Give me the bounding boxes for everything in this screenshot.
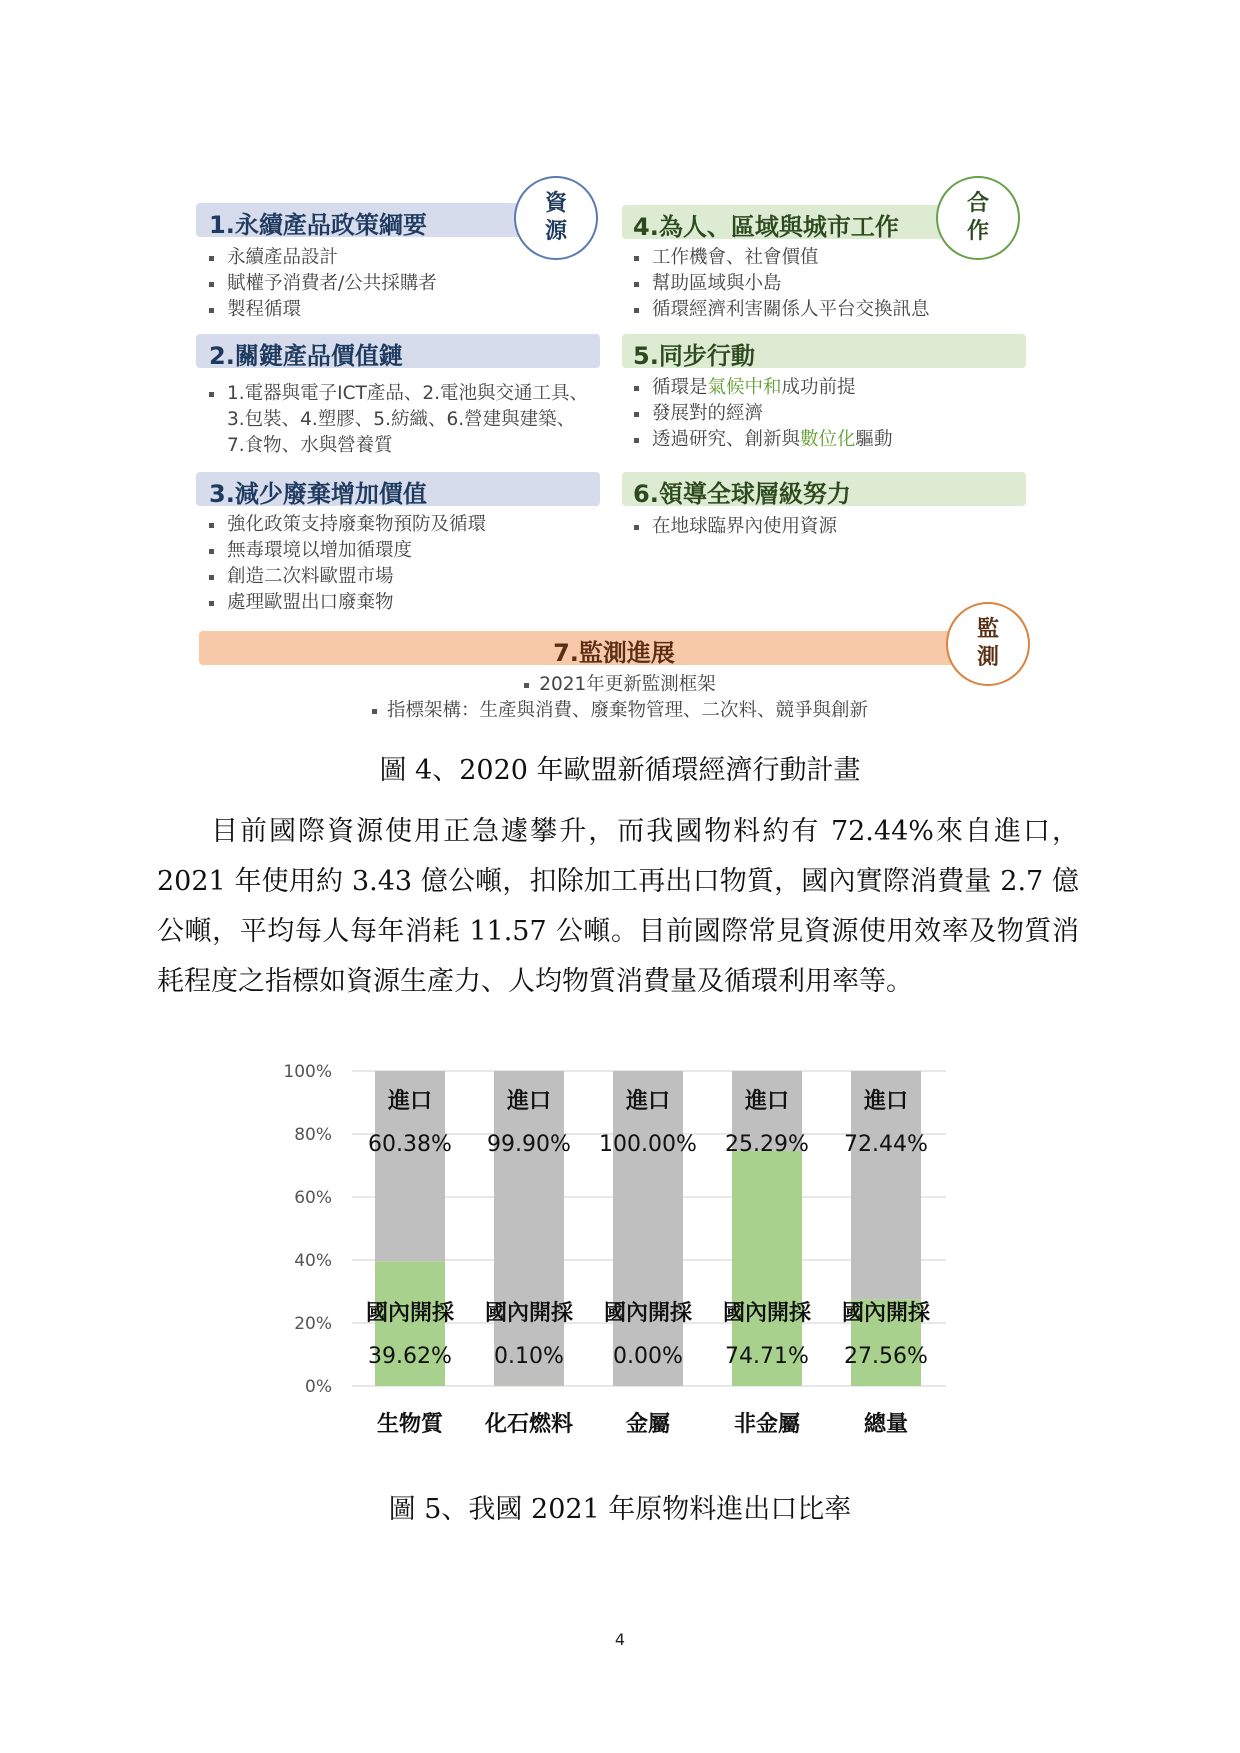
list-item: 2021年更新監測框架	[0, 672, 1240, 698]
list-item: 強化政策支持廢棄物預防及循環	[205, 512, 590, 538]
y-tick-label: 0%	[305, 1377, 332, 1397]
section-2-items	[205, 381, 590, 459]
domestic-data-label: 27.56%	[844, 1344, 928, 1369]
list-item: 處理歐盟出口廢棄物	[205, 590, 590, 616]
bar-import	[494, 1071, 564, 1386]
section-1-items	[205, 245, 565, 323]
import-series-label: 進口	[506, 1089, 552, 1114]
domestic-series-label: 國內開採	[365, 1301, 455, 1326]
y-tick-label: 100%	[283, 1062, 332, 1082]
resource-circle: 資源	[514, 176, 598, 260]
list-item: 循環經濟利害關係人平台交換訊息	[630, 297, 1030, 323]
section-7-title: 7.監測進展	[553, 639, 675, 667]
y-tick-label: 60%	[294, 1188, 332, 1208]
y-tick-label: 80%	[294, 1125, 332, 1145]
import-ratio-chart	[0, 1050, 1240, 1450]
domestic-data-label: 0.10%	[494, 1344, 564, 1369]
x-category-label: 金屬	[625, 1412, 671, 1437]
section-3-title: 3.減少廢棄增加價值	[209, 480, 427, 508]
x-category-label: 生物質	[376, 1412, 444, 1437]
domestic-data-label: 74.71%	[725, 1344, 809, 1369]
list-item: 循環是氣候中和成功前提	[630, 375, 1030, 401]
section-6-title: 6.領導全球層級努力	[633, 480, 851, 508]
section-5-title: 5.同步行動	[633, 342, 755, 370]
list-item: 製程循環	[205, 297, 565, 323]
section-4-title: 4.為人、區域與城市工作	[633, 213, 899, 241]
domestic-series-label: 國內開採	[722, 1301, 812, 1326]
section-5-items	[630, 375, 1030, 453]
list-item: 無毒環境以增加循環度	[205, 538, 590, 564]
list-item: 永續產品設計	[205, 245, 565, 271]
list-item: 創造二次料歐盟市場	[205, 564, 590, 590]
domestic-series-label: 國內開採	[484, 1301, 574, 1326]
import-data-label: 99.90%	[487, 1132, 571, 1157]
import-data-label: 60.38%	[368, 1132, 452, 1157]
section-1-title: 1.永續產品政策綱要	[209, 211, 427, 239]
page-number: 4	[614, 1630, 626, 1649]
cooperation-circle: 合作	[936, 176, 1020, 260]
import-series-label: 進口	[863, 1089, 909, 1114]
section-6-items	[630, 514, 1030, 540]
domestic-data-label: 0.00%	[613, 1344, 683, 1369]
import-data-label: 100.00%	[599, 1132, 697, 1157]
x-category-label: 總量	[863, 1412, 909, 1437]
section-3-items	[205, 512, 590, 616]
figure-4-caption: 圖 4、2020 年歐盟新循環經濟行動計畫	[379, 755, 861, 786]
import-series-label: 進口	[625, 1089, 671, 1114]
figure-5-caption: 圖 5、我國 2021 年原物料進出口比率	[388, 1494, 852, 1525]
x-category-label: 化石燃料	[484, 1412, 574, 1437]
list-item: 在地球臨界內使用資源	[630, 514, 1030, 540]
list-item: 幫助區域與小島	[630, 271, 1030, 297]
section-7-items	[0, 672, 1240, 724]
body-paragraph: 目前國際資源使用正急遽攀升，而我國物料約有 72.44%來自進口，2021 年使用約 3.43 億公噸，扣除加工再出口物質，國內實際消費量 2.7 億公噸，平均每人每年消耗 11.57 公噸。目前國際常見資源使用效率及物質消耗程度之指標如資源生產力、人均物質消費量及循環利用率等。	[157, 816, 1079, 997]
import-data-label: 25.29%	[725, 1132, 809, 1157]
monitoring-circle: 監測	[946, 602, 1030, 686]
import-data-label: 72.44%	[844, 1132, 928, 1157]
domestic-series-label: 國內開採	[841, 1301, 931, 1326]
list-item: 發展對的經濟	[630, 401, 1030, 427]
y-tick-label: 20%	[294, 1314, 332, 1334]
bar-import	[613, 1071, 683, 1386]
import-series-label: 進口	[744, 1089, 790, 1114]
list-item: 賦權予消費者/公共採購者	[205, 271, 565, 297]
list-item: 透過研究、創新與數位化驅動	[630, 427, 1030, 453]
domestic-series-label: 國內開採	[603, 1301, 693, 1326]
list-item: 指標架構：生產與消費、廢棄物管理、二次料、競爭與創新	[0, 698, 1240, 724]
y-tick-label: 40%	[294, 1251, 332, 1271]
list-item: 工作機會、社會價值	[630, 245, 1030, 271]
domestic-data-label: 39.62%	[368, 1344, 452, 1369]
list-item: 1.電器與電子ICT產品、2.電池與交通工具、3.包裝、4.塑膠、5.紡織、6.營建與建築、7.食物、水與營養質	[205, 381, 590, 459]
section-2-title: 2.關鍵產品價值鏈	[209, 342, 403, 370]
x-category-label: 非金屬	[733, 1412, 801, 1437]
section-4-items	[630, 245, 1030, 323]
import-series-label: 進口	[387, 1089, 433, 1114]
